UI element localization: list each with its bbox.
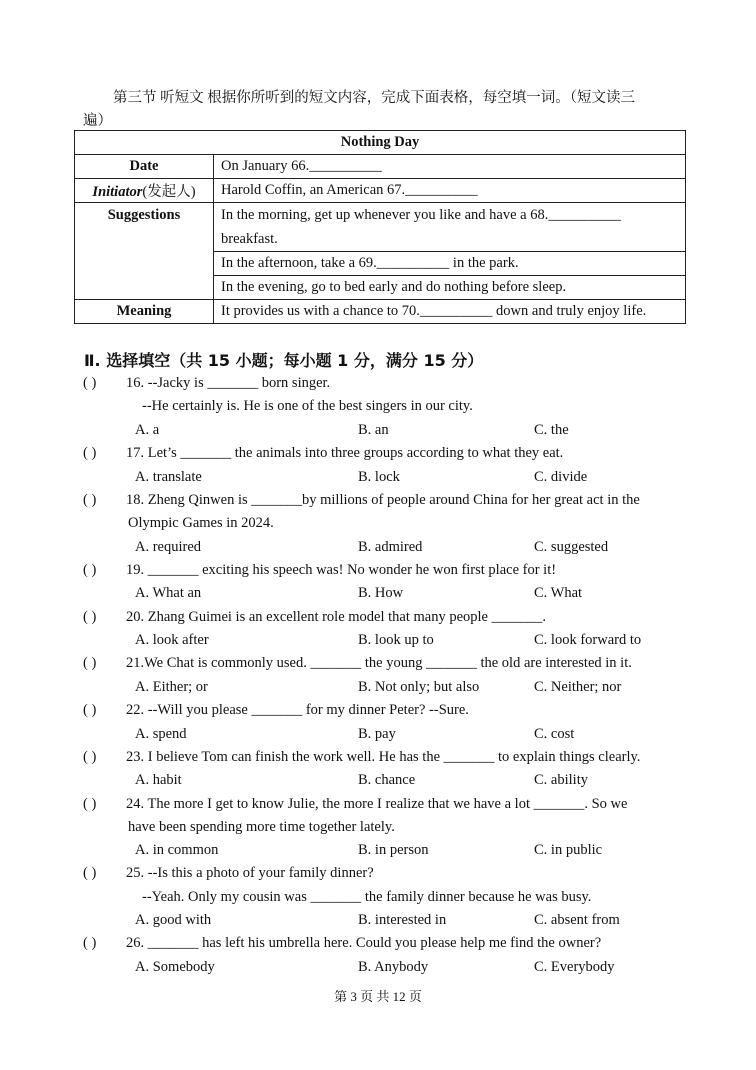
suggestions-label: Suggestions	[75, 203, 214, 300]
q19-option-b: B. How	[358, 585, 404, 601]
q25-option-a: A. good with	[135, 912, 212, 928]
answer-blank-20[interactable]: ( )	[83, 609, 97, 625]
question-23-stem: 23. I believe Tom can finish the work well. He has the _______ to explain things clearly.	[126, 749, 641, 765]
q17-option-a: A. translate	[135, 469, 202, 485]
question-21-stem: 21.We Chat is commonly used. _______ the young _______ the old are interested in it.	[126, 655, 632, 671]
q20-option-b: B. look up to	[358, 632, 434, 648]
question-18-stem-cont: Olympic Games in 2024.	[128, 515, 274, 531]
q20-option-a: A. look after	[135, 632, 209, 648]
q25-option-c: C. absent from	[534, 912, 620, 928]
listening-instructions: 第三节 听短文 根据你所听到的短文内容，完成下面表格，每空填一词。（短文读三	[113, 90, 635, 106]
question-22-stem: 22. --Will you please _______ for my dinner Peter? --Sure.	[126, 702, 469, 718]
answer-blank-18[interactable]: ( )	[83, 492, 97, 508]
question-20-stem: 20. Zhang Guimei is an excellent role model that many people _______.	[126, 609, 546, 625]
date-label: Date	[75, 155, 214, 179]
q16-option-b: B. an	[358, 422, 389, 438]
listening-instructions-cont: 遍）	[83, 113, 112, 129]
q23-option-c: C. ability	[534, 772, 588, 788]
q26-option-c: C. Everybody	[534, 959, 615, 975]
q22-option-c: C. cost	[534, 726, 575, 742]
page-number-footer: 第 3 页 共 12 页	[334, 989, 422, 1004]
question-16-stem: 16. --Jacky is _______ born singer.	[126, 375, 331, 391]
q21-option-c: C. Neither; nor	[534, 679, 622, 695]
q18-option-b: B. admired	[358, 539, 423, 555]
question-25-stem: 25. --Is this a photo of your family dinner?	[126, 865, 374, 881]
answer-blank-25[interactable]: ( )	[83, 865, 97, 881]
initiator-label-en: Initiator	[92, 184, 143, 200]
q21-option-a: A. Either; or	[135, 679, 208, 695]
question-16-stem-cont: --He certainly is. He is one of the best singers in our city.	[142, 398, 473, 414]
q23-option-a: A. habit	[135, 772, 182, 788]
q24-option-a: A. in common	[135, 842, 219, 858]
meaning-label: Meaning	[75, 300, 214, 324]
question-24-stem-cont: have been spending more time together lately.	[128, 819, 395, 835]
section-title: Ⅱ. 选择填空（共 15 小题；每小题 1 分，满分 15 分）	[84, 351, 484, 370]
initiator-label	[75, 179, 214, 203]
q23-option-b: B. chance	[358, 772, 416, 788]
meaning-value: It provides us with a chance to 70.__________ down and truly enjoy life.	[214, 300, 686, 324]
question-19-stem: 19. _______ exciting his speech was! No wonder he won first place for it!	[126, 562, 557, 578]
q24-option-b: B. in person	[358, 842, 429, 858]
answer-blank-24[interactable]: ( )	[83, 796, 97, 812]
q21-option-b: B. Not only; but also	[358, 679, 480, 695]
question-24-stem: 24. The more I get to know Julie, the more I realize that we have a lot _______. So we	[126, 796, 628, 812]
answer-blank-16[interactable]: ( )	[83, 375, 97, 391]
answer-blank-22[interactable]: ( )	[83, 702, 97, 718]
q26-option-b: B. Anybody	[358, 959, 429, 975]
suggestion-morning-line1: In the morning, get up whenever you like and have a 68.__________	[221, 207, 621, 223]
q18-option-a: A. required	[135, 539, 202, 555]
q22-option-b: B. pay	[358, 726, 396, 742]
q24-option-c: C. in public	[534, 842, 603, 858]
question-25-stem-cont: --Yeah. Only my cousin was _______ the family dinner because he was busy.	[142, 889, 592, 905]
q26-option-a: A. Somebody	[135, 959, 215, 975]
answer-blank-23[interactable]: ( )	[83, 749, 97, 765]
q16-option-a: A. a	[135, 422, 160, 438]
q20-option-c: C. look forward to	[534, 632, 642, 648]
table-title: Nothing Day	[75, 131, 686, 155]
question-26-stem: 26. _______ has left his umbrella here. Could you please help me find the owner?	[126, 935, 602, 951]
q19-option-a: A. What an	[135, 585, 202, 601]
answer-blank-26[interactable]: ( )	[83, 935, 97, 951]
date-value: On January 66.__________	[214, 155, 686, 179]
q16-option-c: C. the	[534, 422, 569, 438]
answer-blank-21[interactable]: ( )	[83, 655, 97, 671]
q17-option-b: B. lock	[358, 469, 400, 485]
initiator-value: Harold Coffin, an American 67.__________	[214, 179, 686, 203]
answer-blank-19[interactable]: ( )	[83, 562, 97, 578]
q19-option-c: C. What	[534, 585, 583, 601]
q22-option-a: A. spend	[135, 726, 187, 742]
initiator-label-cn: (发起人)	[142, 184, 196, 200]
suggestion-afternoon: In the afternoon, take a 69.__________ in the park.	[214, 252, 686, 276]
suggestion-morning	[214, 203, 686, 252]
suggestion-morning-line2: breakfast.	[221, 231, 278, 247]
q25-option-b: B. interested in	[358, 912, 447, 928]
suggestion-evening: In the evening, go to bed early and do nothing before sleep.	[214, 276, 686, 300]
question-18-stem: 18. Zheng Qinwen is _______by millions of people around China for her great act in the	[126, 492, 640, 508]
q18-option-c: C. suggested	[534, 539, 609, 555]
answer-blank-17[interactable]: ( )	[83, 445, 97, 461]
question-17-stem: 17. Let’s _______ the animals into three groups according to what they eat.	[126, 445, 564, 461]
q17-option-c: C. divide	[534, 469, 588, 485]
nothing-day-table	[74, 130, 686, 324]
